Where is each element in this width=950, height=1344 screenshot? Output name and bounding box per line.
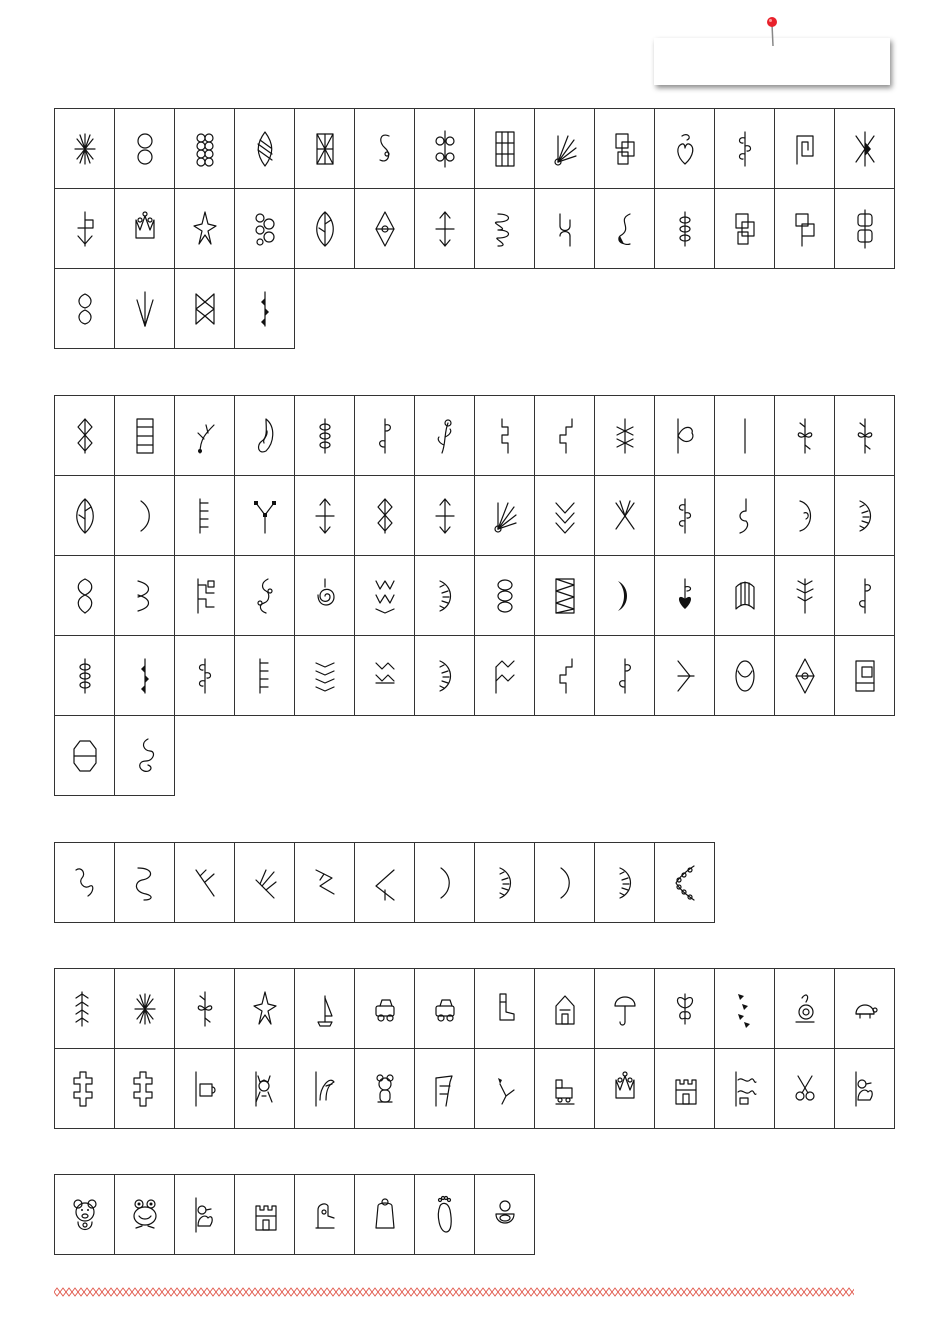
- stitch-cell: [415, 1175, 475, 1255]
- arrow-cross-icon: [432, 206, 458, 252]
- step-line-icon: [552, 653, 578, 699]
- arrow-cross-icon: [312, 493, 338, 539]
- bead-chain-icon: [312, 413, 338, 459]
- arc-bold-icon: [612, 573, 638, 619]
- stitch-cell: [115, 1049, 175, 1129]
- arrow-fringe-icon: [72, 986, 98, 1032]
- stitch-cell: [535, 109, 595, 189]
- swirl-line-icon: [612, 653, 638, 699]
- fern-icon: [792, 573, 818, 619]
- dino-icon: [432, 1066, 458, 1112]
- stitch-cell: [415, 969, 475, 1049]
- turtle-icon: [852, 986, 878, 1032]
- stitch-cell: [235, 636, 295, 716]
- ladder-icon: [132, 413, 158, 459]
- stitch-cell: [55, 109, 115, 189]
- fan-line-icon: [252, 860, 278, 906]
- stitch-cell: [475, 476, 535, 556]
- star-icon: [192, 206, 218, 252]
- stitch-cell: [415, 476, 475, 556]
- stitch-cell: [115, 716, 175, 796]
- stitch-cell: [355, 476, 415, 556]
- double-loop-icon: [72, 573, 98, 619]
- stitch-grid-3: [54, 842, 715, 923]
- stitch-cell: [295, 1175, 355, 1255]
- stitch-cell: [295, 969, 355, 1049]
- u-wave-icon: [552, 206, 578, 252]
- stitch-cell: [355, 1175, 415, 1255]
- stitch-cell: [415, 636, 475, 716]
- scissors-icon: [792, 1066, 818, 1112]
- stitch-cell: [775, 636, 835, 716]
- stitch-cell: [415, 109, 475, 189]
- stitch-cell: [475, 843, 535, 923]
- stitch-cell: [655, 189, 715, 269]
- foot-icon: [432, 1192, 458, 1238]
- stitch-cell: [115, 269, 175, 349]
- bead-chain-icon: [72, 653, 98, 699]
- puzzle-icon: [132, 1066, 158, 1112]
- stitch-cell: [475, 396, 535, 476]
- stitch-cell: [595, 969, 655, 1049]
- stitch-cell: [595, 1049, 655, 1129]
- puzzle-icon: [72, 1066, 98, 1112]
- spiral-icon: [312, 573, 338, 619]
- cat-icon: [252, 1066, 278, 1112]
- arrow-right-icon: [672, 653, 698, 699]
- stitch-cell: [655, 109, 715, 189]
- stitch-cell: [175, 109, 235, 189]
- stitch-cell: [55, 476, 115, 556]
- bear-icon: [372, 1066, 398, 1112]
- umbrella-icon: [612, 986, 638, 1032]
- fan-icon: [552, 126, 578, 172]
- stitch-cell: [655, 556, 715, 636]
- stitch-cell: [235, 1175, 295, 1255]
- stitch-cell: [775, 969, 835, 1049]
- stitch-cell: [835, 636, 895, 716]
- stitch-cell: [835, 396, 895, 476]
- stitch-cell: [775, 556, 835, 636]
- diamond-flower-icon: [372, 206, 398, 252]
- stitch-grid-5: [54, 1174, 535, 1255]
- stitch-cell: [415, 843, 475, 923]
- stitch-cell: [835, 109, 895, 189]
- stitch-cell: [115, 556, 175, 636]
- frog-icon: [132, 1192, 158, 1238]
- arc-icon: [552, 860, 578, 906]
- arc-swirl-icon: [792, 493, 818, 539]
- arrow-cross-icon: [432, 493, 458, 539]
- stitch-cell: [175, 396, 235, 476]
- burst-icon: [132, 986, 158, 1032]
- stitch-cell: [775, 396, 835, 476]
- stitch-cell: [55, 189, 115, 269]
- stitch-cell: [115, 1175, 175, 1255]
- crown-icon: [612, 1066, 638, 1112]
- duck-icon: [192, 1192, 218, 1238]
- stitch-cell: [595, 189, 655, 269]
- stitch-cell: [175, 556, 235, 636]
- fret-icon: [192, 573, 218, 619]
- swirl-line-icon: [372, 413, 398, 459]
- decorative-stitch-border: [54, 1286, 854, 1298]
- stitch-cell: [175, 636, 235, 716]
- car-icon: [372, 986, 398, 1032]
- spiral-square-icon: [792, 126, 818, 172]
- stitch-cell: [175, 189, 235, 269]
- stitch-cell: [355, 556, 415, 636]
- bird-icon: [492, 1066, 518, 1112]
- stitch-cell: [235, 1049, 295, 1129]
- s-bold-icon: [132, 860, 158, 906]
- diamond-chain-icon: [72, 413, 98, 459]
- herringbone-icon: [312, 653, 338, 699]
- stitch-cell: [535, 636, 595, 716]
- stitch-cell: [715, 396, 775, 476]
- arch-fill-icon: [732, 573, 758, 619]
- bubbles-icon: [252, 206, 278, 252]
- stitch-cell: [655, 843, 715, 923]
- stitch-cell: [715, 109, 775, 189]
- chain-icon: [432, 126, 458, 172]
- stitch-cell: [595, 109, 655, 189]
- horse-icon: [312, 1192, 338, 1238]
- stitch-cell: [835, 969, 895, 1049]
- border-stitch-pattern: [54, 1288, 854, 1296]
- stitch-cell: [775, 1049, 835, 1129]
- stitch-cell: [295, 189, 355, 269]
- arc-fringe-icon: [432, 573, 458, 619]
- leaf-pair-icon: [72, 286, 98, 332]
- square-box-icon: [852, 653, 878, 699]
- stitch-cell: [295, 636, 355, 716]
- stitch-cell: [55, 969, 115, 1049]
- stitch-cell: [415, 396, 475, 476]
- stitch-cell: [235, 556, 295, 636]
- stitch-cell: [115, 189, 175, 269]
- linked-box-icon: [792, 206, 818, 252]
- swirl-line-icon: [852, 573, 878, 619]
- stitch-cell: [115, 969, 175, 1049]
- stitch-cell: [475, 189, 535, 269]
- stitch-cell: [595, 556, 655, 636]
- arc-fringe-icon: [612, 860, 638, 906]
- duck-icon: [852, 1066, 878, 1112]
- stitch-cell: [355, 396, 415, 476]
- stitch-cell: [475, 1049, 535, 1129]
- stitch-cell: [475, 109, 535, 189]
- butterfly-icon: [672, 986, 698, 1032]
- v-line-icon: [372, 860, 398, 906]
- zigzag-branch-icon: [312, 860, 338, 906]
- stitch-cell: [715, 1049, 775, 1129]
- crown-icon: [132, 206, 158, 252]
- stitch-cell: [175, 476, 235, 556]
- stitch-cell: [835, 1049, 895, 1129]
- diamond-flower-icon: [792, 653, 818, 699]
- stitch-cell: [535, 476, 595, 556]
- stitch-cell: [175, 1175, 235, 1255]
- stitch-cell: [715, 476, 775, 556]
- scroll-icon: [672, 493, 698, 539]
- stitch-cell: [175, 969, 235, 1049]
- stitch-cell: [475, 556, 535, 636]
- sprig-icon: [252, 286, 278, 332]
- star-cross-icon: [852, 126, 878, 172]
- stitch-cell: [55, 269, 115, 349]
- scroll-icon: [192, 653, 218, 699]
- stitch-cell: [655, 476, 715, 556]
- loop-chain-icon: [492, 573, 518, 619]
- stitch-cell: [835, 476, 895, 556]
- house-icon: [552, 986, 578, 1032]
- stitch-cell: [295, 396, 355, 476]
- arc-icon: [132, 493, 158, 539]
- zigzag-fill-icon: [552, 573, 578, 619]
- starburst-icon: [612, 413, 638, 459]
- lattice-icon: [492, 126, 518, 172]
- feather-fan-icon: [612, 493, 638, 539]
- train-icon: [552, 1066, 578, 1112]
- stitch-cell: [235, 969, 295, 1049]
- stitch-cell: [475, 636, 535, 716]
- step-line-icon: [552, 413, 578, 459]
- stitch-cell: [295, 1049, 355, 1129]
- wave-bold-icon: [72, 860, 98, 906]
- v-points-icon: [252, 493, 278, 539]
- stitch-cell: [355, 636, 415, 716]
- boot-icon: [492, 986, 518, 1032]
- stitch-cell: [55, 716, 115, 796]
- squares-icon: [612, 126, 638, 172]
- octagon-icon: [72, 733, 98, 779]
- bib-icon: [372, 1192, 398, 1238]
- stitch-cell: [655, 396, 715, 476]
- dolphin-icon: [312, 1066, 338, 1112]
- straight-line-icon: [732, 413, 758, 459]
- stitch-cell: [55, 396, 115, 476]
- stitch-cell: [235, 396, 295, 476]
- triangle-chain-icon: [732, 986, 758, 1032]
- push-pin-icon: [762, 14, 782, 48]
- bow-icon: [792, 413, 818, 459]
- stitch-cell: [115, 109, 175, 189]
- v-zigzag-icon: [552, 493, 578, 539]
- circles-icon: [132, 126, 158, 172]
- stitch-cell: [355, 969, 415, 1049]
- stitch-cell: [175, 269, 235, 349]
- heart-icon: [672, 413, 698, 459]
- flower-sprig-icon: [432, 413, 458, 459]
- stitch-cell: [715, 556, 775, 636]
- stitch-cell: [595, 476, 655, 556]
- star-icon: [252, 986, 278, 1032]
- branch-line-icon: [192, 860, 218, 906]
- arc-fringe-icon: [432, 653, 458, 699]
- castle-icon: [672, 1066, 698, 1112]
- stitch-cell: [775, 476, 835, 556]
- castle-icon: [252, 1192, 278, 1238]
- arc-fringe-icon: [492, 860, 518, 906]
- stitch-cell: [355, 1049, 415, 1129]
- stitch-cell: [835, 189, 895, 269]
- stitch-grid-1: [54, 108, 895, 349]
- stitch-cell: [175, 1049, 235, 1129]
- teddy-bear-icon: [72, 1192, 98, 1238]
- stitch-grid-4: [54, 968, 895, 1129]
- comb-icon: [252, 653, 278, 699]
- stitch-cell: [415, 1049, 475, 1129]
- stitch-cell: [235, 109, 295, 189]
- arc-icon: [432, 860, 458, 906]
- stitch-cell: [595, 843, 655, 923]
- arc-fringe-icon: [852, 493, 878, 539]
- stitch-cell: [775, 189, 835, 269]
- stitch-cell: [55, 1175, 115, 1255]
- comb-icon: [192, 493, 218, 539]
- branch-icon: [192, 413, 218, 459]
- stitch-cell: [535, 1049, 595, 1129]
- leaf-icon: [312, 206, 338, 252]
- stitch-cell: [595, 636, 655, 716]
- oval-icon: [732, 653, 758, 699]
- sprig-icon: [132, 653, 158, 699]
- stitch-cell: [415, 189, 475, 269]
- stitch-cell: [655, 1049, 715, 1129]
- stitch-cell: [115, 476, 175, 556]
- stitch-cell: [535, 843, 595, 923]
- stitch-cell: [235, 476, 295, 556]
- stitch-grid-2: [54, 395, 895, 796]
- stitch-cell: [775, 109, 835, 189]
- stitch-cell: [535, 396, 595, 476]
- bead-chain-icon: [672, 206, 698, 252]
- serpentine-icon: [492, 206, 518, 252]
- arc-loop-icon: [732, 493, 758, 539]
- stitch-cell: [415, 556, 475, 636]
- stitch-cell: [55, 556, 115, 636]
- stitch-cell: [655, 636, 715, 716]
- stitch-cell: [55, 636, 115, 716]
- stitch-cell: [115, 636, 175, 716]
- stitch-cell: [235, 189, 295, 269]
- stack-icon: [192, 126, 218, 172]
- vine-icon: [612, 206, 638, 252]
- leaf-icon: [72, 493, 98, 539]
- stitch-cell: [475, 1175, 535, 1255]
- sea-icon: [732, 1066, 758, 1112]
- stitch-cell: [355, 843, 415, 923]
- stitch-cell: [835, 556, 895, 636]
- stitch-cell: [295, 843, 355, 923]
- stitch-cell: [715, 969, 775, 1049]
- stitch-cell: [55, 1049, 115, 1129]
- stitch-cell: [715, 189, 775, 269]
- stitch-cell: [235, 269, 295, 349]
- snail-icon: [792, 986, 818, 1032]
- pacifier-icon: [492, 1192, 518, 1238]
- fan-icon: [492, 493, 518, 539]
- stitch-cell: [535, 556, 595, 636]
- stitch-cell: [535, 969, 595, 1049]
- hook-icon: [72, 206, 98, 252]
- stitch-cell: [295, 556, 355, 636]
- stitch-cell: [355, 189, 415, 269]
- stitch-cell: [175, 843, 235, 923]
- bow-icon: [192, 986, 218, 1032]
- stitch-cell: [655, 969, 715, 1049]
- triangle-step-icon: [492, 653, 518, 699]
- s-curve-icon: [372, 126, 398, 172]
- stitch-cell: [595, 396, 655, 476]
- stitch-cell: [115, 843, 175, 923]
- car-icon: [432, 986, 458, 1032]
- stitch-cell: [355, 109, 415, 189]
- stitch-cell: [55, 843, 115, 923]
- heart-swirl-icon: [672, 126, 698, 172]
- squares-icon: [732, 206, 758, 252]
- tea-cup-icon: [192, 1066, 218, 1112]
- grass-icon: [132, 286, 158, 332]
- boat-icon: [312, 986, 338, 1032]
- diamond-chain-icon: [372, 493, 398, 539]
- burst-icon: [72, 126, 98, 172]
- stitch-cell: [715, 636, 775, 716]
- stitch-cell: [295, 109, 355, 189]
- zigzag-icon: [192, 286, 218, 332]
- scroll-icon: [732, 126, 758, 172]
- twin-box-icon: [852, 206, 878, 252]
- stitch-cell: [115, 396, 175, 476]
- bow-icon: [852, 413, 878, 459]
- swirl-heart-icon: [672, 573, 698, 619]
- s-swirl-icon: [252, 573, 278, 619]
- swirl-loop-icon: [132, 733, 158, 779]
- stitch-cell: [235, 843, 295, 923]
- stitch-cell: [535, 189, 595, 269]
- crown-row-icon: [372, 573, 398, 619]
- scallop-chain-icon: [672, 860, 698, 906]
- paisley-icon: [252, 413, 278, 459]
- arc-pair-icon: [132, 573, 158, 619]
- tree-icon: [372, 653, 398, 699]
- stitch-cell: [295, 476, 355, 556]
- diamond-icon: [252, 126, 278, 172]
- zigzag-step-icon: [492, 413, 518, 459]
- quatrefoil-icon: [312, 126, 338, 172]
- stitch-cell: [475, 969, 535, 1049]
